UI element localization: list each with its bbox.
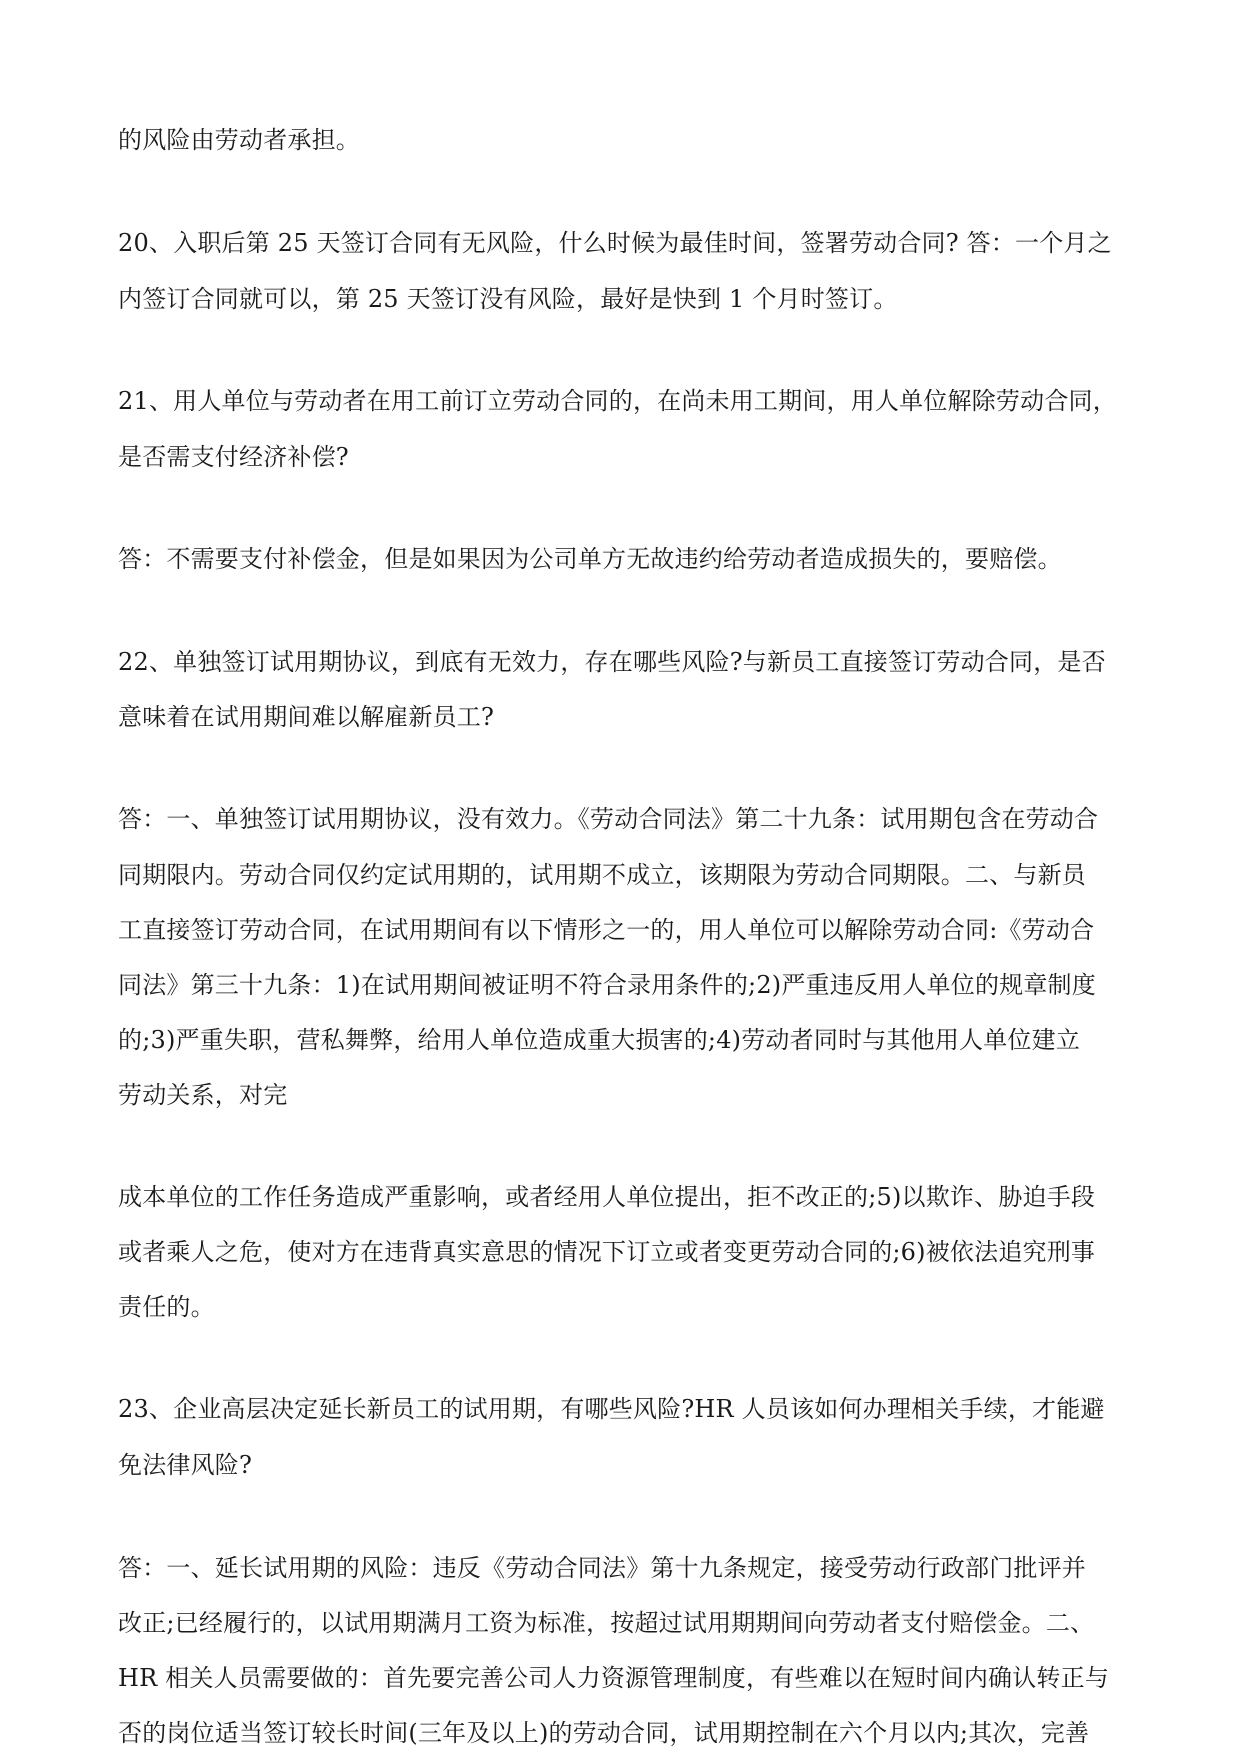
answer-22-line: 的;3)严重失职，营私舞弊，给用人单位造成重大损害的;4)劳动者同时与其他用人单位建立 xyxy=(118,1025,1081,1054)
question-20-line: 20、入职后第 25 天签订合同有无风险，什么时候为最佳时间，签署劳动合同? 答：一个月之 xyxy=(118,229,1112,258)
paragraph-line: 的风险由劳动者承担。 xyxy=(118,125,360,154)
answer-22-line: 同期限内。劳动合同仅约定试用期的，试用期不成立，该期限为劳动合同期限。二、与新员 xyxy=(118,860,1086,889)
answer-22-line: 劳动关系，对完 xyxy=(118,1080,288,1109)
question-23-line: 免法律风险? xyxy=(118,1450,253,1479)
answer-22-continued-line: 责任的。 xyxy=(118,1293,215,1322)
answer-23-line: 答：一、延长试用期的风险：违反《劳动合同法》第十九条规定，接受劳动行政部门批评并 xyxy=(118,1553,1086,1582)
answer-21-line: 答：不需要支付补偿金，但是如果因为公司单方无故违约给劳动者造成损失的，要赔偿。 xyxy=(118,544,1062,573)
answer-22-line: 工直接签订劳动合同，在试用期间有以下情形之一的，用人单位可以解除劳动合同:《劳动合 xyxy=(118,915,1095,944)
answer-23-line: 改正;已经履行的，以试用期满月工资为标准，按超过试用期期间向劳动者支付赔偿金。二、 xyxy=(118,1608,1095,1637)
answer-22-continued-line: 或者乘人之危，使对方在违背真实意思的情况下订立或者变更劳动合同的;6)被依法追究刑事 xyxy=(118,1238,1096,1267)
answer-23-line: HR 相关人员需要做的：首先要完善公司人力资源管理制度，有些难以在短时间内确认转正与 xyxy=(118,1663,1110,1692)
question-20-line: 内签订合同就可以，第 25 天签订没有风险，最好是快到 1 个月时签订。 xyxy=(118,285,898,314)
answer-22-continued-line: 成本单位的工作任务造成严重影响，或者经用人单位提出，拒不改正的;5)以欺诈、胁迫手段 xyxy=(118,1183,1096,1212)
question-21-line: 21、用人单位与劳动者在用工前订立劳动合同的，在尚未用工期间，用人单位解除劳动合同， xyxy=(118,387,1117,416)
answer-22-line: 同法》第三十九条：1)在试用期间被证明不符合录用条件的;2)严重违反用人单位的规章制度 xyxy=(118,970,1096,999)
question-22-line: 意味着在试用期间难以解雇新员工? xyxy=(118,703,495,732)
question-23-line: 23、企业高层决定延长新员工的试用期，有哪些风险?HR 人员该如何办理相关手续，才能避 xyxy=(118,1395,1105,1424)
question-21-line: 是否需支付经济补偿? xyxy=(118,442,349,471)
question-22-line: 22、单独签订试用期协议，到底有无效力，存在哪些风险?与新员工直接签订劳动合同，是否 xyxy=(118,648,1106,677)
answer-22-line: 答：一、单独签订试用期协议，没有效力。《劳动合同法》第二十九条：试用期包含在劳动合 xyxy=(118,805,1099,834)
answer-23-line: 否的岗位适当签订较长时间(三年及以上)的劳动合同，试用期控制在六个月以内;其次，完善 xyxy=(118,1719,1090,1747)
